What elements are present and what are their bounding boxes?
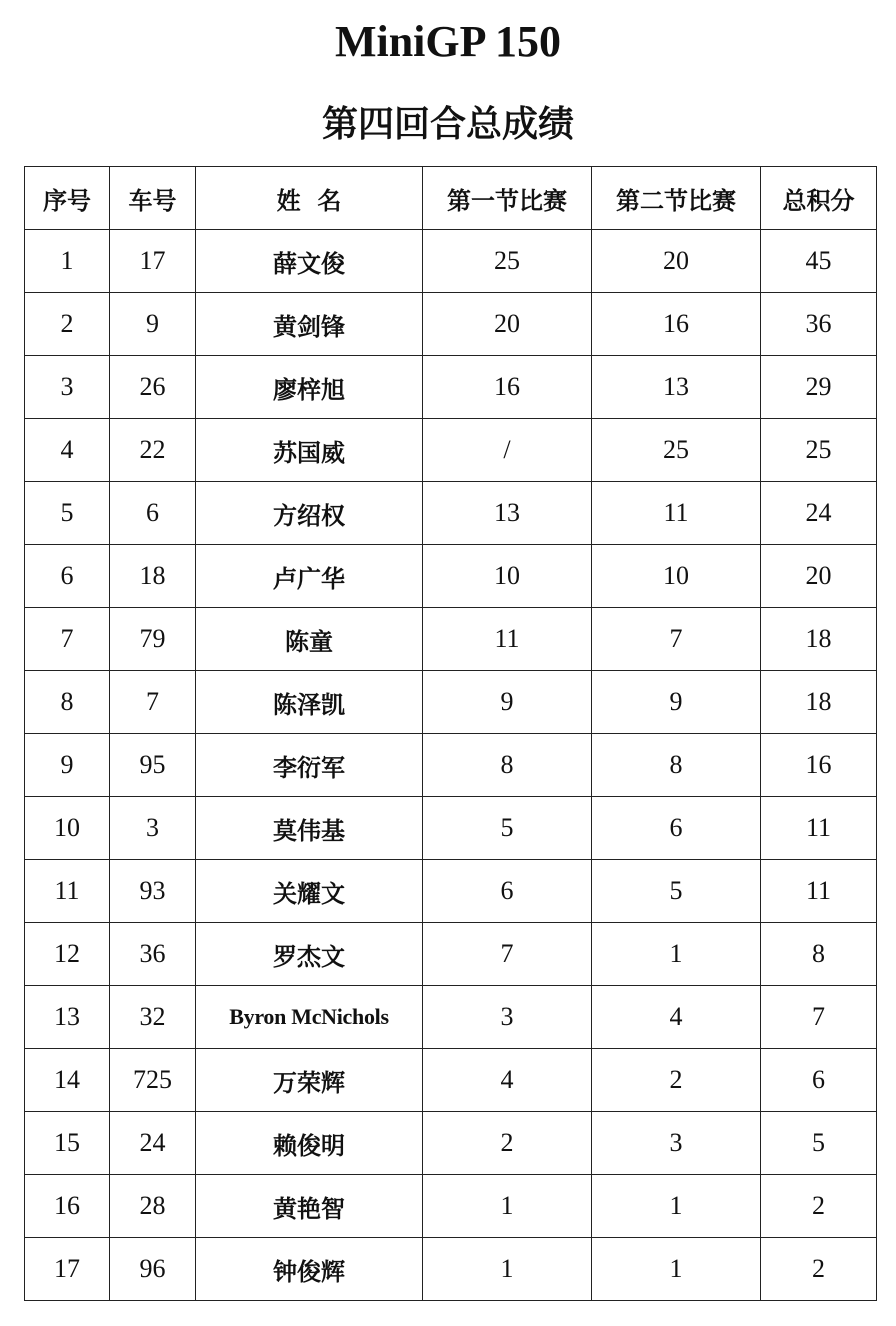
race-2-points-cell: 2	[592, 1049, 761, 1112]
total-points-cell: 36	[761, 293, 877, 356]
rider-name-cell: 赖俊明	[196, 1112, 423, 1175]
table-row	[25, 986, 877, 1049]
car-number-cell: 17	[110, 230, 196, 293]
total-points-cell: 16	[761, 734, 877, 797]
car-number-cell: 24	[110, 1112, 196, 1175]
rider-name-cell: Byron McNichols	[196, 986, 423, 1049]
car-number-cell: 725	[110, 1049, 196, 1112]
table-row	[25, 1175, 877, 1238]
car-number-cell: 28	[110, 1175, 196, 1238]
position-cell: 2	[25, 293, 110, 356]
race-2-points-cell: 25	[592, 419, 761, 482]
table-row	[25, 482, 877, 545]
race-2-points-cell: 9	[592, 671, 761, 734]
results-body	[25, 230, 877, 1301]
total-points-cell: 6	[761, 1049, 877, 1112]
race-2-points-cell: 4	[592, 986, 761, 1049]
race-1-points-cell: 20	[423, 293, 592, 356]
car-number-cell: 36	[110, 923, 196, 986]
rider-name-cell: 薛文俊	[196, 230, 423, 293]
race-1-points-cell: 13	[423, 482, 592, 545]
race-2-points-cell: 1	[592, 1238, 761, 1301]
table-row	[25, 923, 877, 986]
rider-name-cell: 苏国威	[196, 419, 423, 482]
position-cell: 10	[25, 797, 110, 860]
column-header-total-points: 总积分	[761, 167, 877, 230]
position-cell: 9	[25, 734, 110, 797]
race-1-points-cell: 2	[423, 1112, 592, 1175]
car-number-cell: 79	[110, 608, 196, 671]
table-row	[25, 545, 877, 608]
rider-name-cell: 关耀文	[196, 860, 423, 923]
position-cell: 11	[25, 860, 110, 923]
total-points-cell: 2	[761, 1175, 877, 1238]
position-cell: 1	[25, 230, 110, 293]
car-number-cell: 6	[110, 482, 196, 545]
total-points-cell: 2	[761, 1238, 877, 1301]
car-number-cell: 32	[110, 986, 196, 1049]
race-1-points-cell: 10	[423, 545, 592, 608]
car-number-cell: 95	[110, 734, 196, 797]
race-1-points-cell: 16	[423, 356, 592, 419]
rider-name-cell: 钟俊辉	[196, 1238, 423, 1301]
total-points-cell: 11	[761, 797, 877, 860]
rider-name-cell: 陈童	[196, 608, 423, 671]
race-1-points-cell: 5	[423, 797, 592, 860]
race-1-points-cell: 3	[423, 986, 592, 1049]
race-1-points-cell: 7	[423, 923, 592, 986]
rider-name-cell: 卢广华	[196, 545, 423, 608]
total-points-cell: 25	[761, 419, 877, 482]
race-2-points-cell: 7	[592, 608, 761, 671]
rider-name-cell: 罗杰文	[196, 923, 423, 986]
position-cell: 12	[25, 923, 110, 986]
race-2-points-cell: 6	[592, 797, 761, 860]
car-number-cell: 3	[110, 797, 196, 860]
table-row	[25, 1049, 877, 1112]
position-cell: 14	[25, 1049, 110, 1112]
total-points-cell: 7	[761, 986, 877, 1049]
race-2-points-cell: 16	[592, 293, 761, 356]
race-1-points-cell: 6	[423, 860, 592, 923]
column-header-position: 序号	[25, 167, 110, 230]
race-1-points-cell: 8	[423, 734, 592, 797]
position-cell: 3	[25, 356, 110, 419]
race-1-points-cell: 25	[423, 230, 592, 293]
table-row	[25, 1112, 877, 1175]
rider-name-cell: 廖梓旭	[196, 356, 423, 419]
rider-name-cell: 李衍军	[196, 734, 423, 797]
table-row	[25, 860, 877, 923]
race-2-points-cell: 20	[592, 230, 761, 293]
rider-name-cell: 方绍权	[196, 482, 423, 545]
table-row	[25, 230, 877, 293]
position-cell: 7	[25, 608, 110, 671]
position-cell: 5	[25, 482, 110, 545]
rider-name-cell: 莫伟基	[196, 797, 423, 860]
total-points-cell: 20	[761, 545, 877, 608]
race-1-points-cell: 9	[423, 671, 592, 734]
page-subtitle: 第四回合总成绩	[321, 103, 574, 145]
race-2-points-cell: 1	[592, 1175, 761, 1238]
table-row	[25, 734, 877, 797]
total-points-cell: 45	[761, 230, 877, 293]
total-points-cell: 18	[761, 608, 877, 671]
car-number-cell: 96	[110, 1238, 196, 1301]
header-row	[25, 167, 877, 230]
table-row	[25, 797, 877, 860]
rider-name-cell: 黄艳智	[196, 1175, 423, 1238]
race-2-points-cell: 8	[592, 734, 761, 797]
car-number-cell: 26	[110, 356, 196, 419]
position-cell: 15	[25, 1112, 110, 1175]
car-number-cell: 9	[110, 293, 196, 356]
position-cell: 8	[25, 671, 110, 734]
position-cell: 17	[25, 1238, 110, 1301]
rider-name-cell: 陈泽凯	[196, 671, 423, 734]
race-2-points-cell: 10	[592, 545, 761, 608]
column-header-race-1: 第一节比赛	[423, 167, 592, 230]
race-2-points-cell: 13	[592, 356, 761, 419]
column-header-name: 姓 名	[196, 167, 423, 230]
total-points-cell: 8	[761, 923, 877, 986]
column-header-race-2: 第二节比赛	[592, 167, 761, 230]
table-row	[25, 608, 877, 671]
car-number-cell: 7	[110, 671, 196, 734]
total-points-cell: 24	[761, 482, 877, 545]
race-1-points-cell: /	[423, 419, 592, 482]
rider-name-cell: 万荣辉	[196, 1049, 423, 1112]
position-cell: 16	[25, 1175, 110, 1238]
car-number-cell: 22	[110, 419, 196, 482]
race-2-points-cell: 1	[592, 923, 761, 986]
race-1-points-cell: 4	[423, 1049, 592, 1112]
column-header-car-number: 车号	[110, 167, 196, 230]
table-row	[25, 356, 877, 419]
race-1-points-cell: 11	[423, 608, 592, 671]
race-2-points-cell: 11	[592, 482, 761, 545]
position-cell: 4	[25, 419, 110, 482]
position-cell: 6	[25, 545, 110, 608]
page-title: MiniGP 150	[334, 17, 562, 66]
car-number-cell: 18	[110, 545, 196, 608]
results-table	[24, 166, 877, 1301]
total-points-cell: 11	[761, 860, 877, 923]
total-points-cell: 29	[761, 356, 877, 419]
table-row	[25, 1238, 877, 1301]
race-2-points-cell: 5	[592, 860, 761, 923]
position-cell: 13	[25, 986, 110, 1049]
car-number-cell: 93	[110, 860, 196, 923]
table-row	[25, 293, 877, 356]
rider-name-cell: 黄剑锋	[196, 293, 423, 356]
table-row	[25, 671, 877, 734]
table-row	[25, 419, 877, 482]
total-points-cell: 5	[761, 1112, 877, 1175]
race-1-points-cell: 1	[423, 1175, 592, 1238]
race-1-points-cell: 1	[423, 1238, 592, 1301]
race-2-points-cell: 3	[592, 1112, 761, 1175]
total-points-cell: 18	[761, 671, 877, 734]
